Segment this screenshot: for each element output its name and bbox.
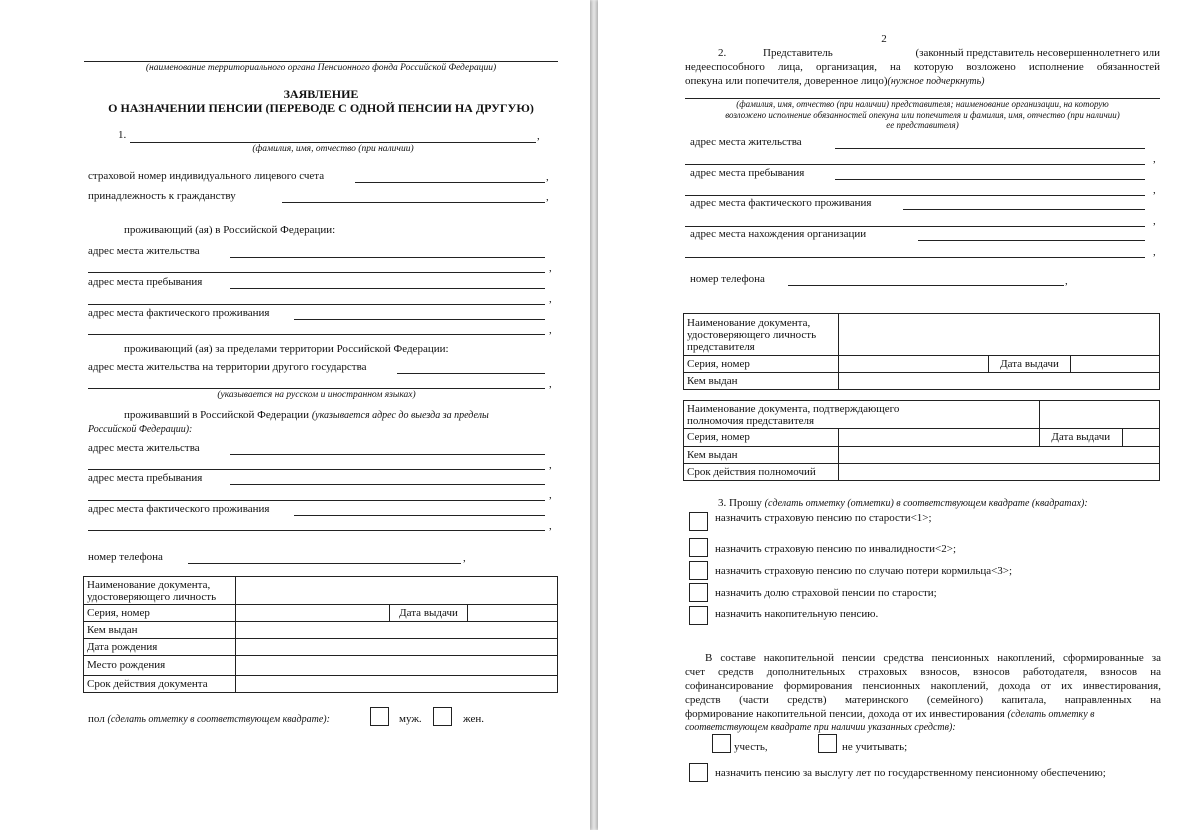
- id-issued-by-cell[interactable]: [236, 622, 558, 639]
- prev-addr-residence-field-2[interactable]: [88, 469, 545, 470]
- auth-series-cell[interactable]: [839, 429, 1040, 447]
- auth-validity-label: Срок действия полномочий: [684, 464, 839, 481]
- id-series-cell[interactable]: [236, 605, 390, 622]
- addr-stay-label: адрес места пребывания: [88, 276, 203, 288]
- savings-note: (сделать отметку в: [1007, 709, 1095, 720]
- option-disability-checkbox[interactable]: [689, 538, 708, 557]
- addr-stay-field[interactable]: [230, 288, 545, 289]
- prev-addr-residence-field[interactable]: [230, 454, 545, 455]
- rep-addr-org-field[interactable]: [918, 240, 1145, 241]
- residing-rf-heading: проживающий (ая) в Российской Федерации:: [124, 224, 336, 236]
- id-issued-by-label: Кем выдан: [84, 622, 236, 639]
- long-service-label: назначить пенсию за выслугу лет по государственному пенсионному обеспечению;: [715, 767, 1106, 779]
- id-issue-date-cell[interactable]: [468, 605, 558, 622]
- birth-place-cell[interactable]: [236, 656, 558, 676]
- addr-residence-label: адрес места жительства: [88, 245, 200, 257]
- savings-text-line-2: счет средств дополнительных страховых взносов, взносов работодателя, взносов на: [685, 666, 1161, 678]
- rep-heading-line-2: недееспособного лица, организация, на которую возложено исполнение обязанностей: [685, 61, 1160, 73]
- prev-addr-stay-label: адрес места пребывания: [88, 472, 203, 484]
- request-note: (сделать отметку (отметки) в соответствующем квадрате (квадратах):: [764, 498, 1088, 509]
- addr-actual-label: адрес места фактического проживания: [88, 307, 270, 319]
- male-checkbox[interactable]: [370, 707, 389, 726]
- rep-phone-field[interactable]: [788, 285, 1064, 286]
- rep-identity-table: Наименование документа, удостоверяющего личность представителя Серия, номер Дата выдачи Кем выдан: [683, 313, 1160, 390]
- rep-underline-note: (нужное подчеркнуть): [887, 76, 985, 87]
- birth-date-label: Дата рождения: [84, 639, 236, 656]
- auth-issue-date-cell[interactable]: [1122, 429, 1159, 446]
- identity-document-table: Наименование документа, удостоверяющего личность Серия, номер Дата выдачи Кем выдан Дата рождения Место рождения Срок действия документа: [83, 576, 558, 693]
- id-doc-name-cell[interactable]: [236, 577, 558, 605]
- rep-caption-1: (фамилия, имя, отчество (при наличии) представителя; наименование организации, на которую: [736, 99, 1109, 109]
- female-checkbox[interactable]: [433, 707, 452, 726]
- resided-rf-note-2: Российской Федерации):: [88, 424, 193, 435]
- option-funded-label: назначить накопительную пенсию.: [715, 608, 879, 620]
- citizenship-label: принадлежность к гражданству: [88, 190, 236, 202]
- addr-residence-field[interactable]: [230, 257, 545, 258]
- rep-issue-date-cell[interactable]: [1071, 356, 1160, 373]
- residing-abroad-heading: проживающий (ая) за пределами территории Российской Федерации:: [124, 343, 449, 355]
- rep-addr-actual-label: адрес места фактического проживания: [690, 197, 872, 209]
- prev-addr-actual-field[interactable]: [294, 515, 545, 516]
- phone-field[interactable]: [188, 563, 461, 564]
- phone-label: номер телефона: [88, 551, 163, 563]
- auth-validity-cell[interactable]: [839, 464, 1160, 481]
- consider-checkbox[interactable]: [712, 734, 731, 753]
- rep-addr-org-field-2[interactable]: [685, 257, 1145, 258]
- auth-issue-date-label: Дата выдачи: [1040, 429, 1122, 446]
- rep-doc-name-label: Наименование документа,: [687, 316, 811, 329]
- rep-doc-name-cell[interactable]: [839, 314, 1160, 356]
- rep-issued-by-label: Кем выдан: [684, 373, 839, 390]
- prev-addr-stay-field-2[interactable]: [88, 500, 545, 501]
- sex-label: пол: [88, 713, 105, 725]
- auth-series-label: Серия, номер: [684, 429, 839, 447]
- auth-issued-by-cell[interactable]: [839, 447, 1160, 464]
- option-old-age-checkbox[interactable]: [689, 512, 708, 531]
- rep-addr-stay-label: адрес места пребывания: [690, 167, 805, 179]
- rep-addr-residence-field-2[interactable]: [685, 164, 1145, 165]
- addr-stay-field-2[interactable]: [88, 304, 545, 305]
- citizenship-field[interactable]: [282, 202, 545, 203]
- addr-residence-field-2[interactable]: [88, 272, 545, 273]
- form-page-1: (наименование территориального органа Пенсионного фонда Российской Федерации) ЗАЯВЛЕНИЕ О НАЗНАЧЕНИИ ПЕНСИИ (ПЕРЕВОДЕ С ОДНОЙ ПЕНСИИ НА ДРУГУЮ) 1. , (фамилия, имя, отчество (при наличии) страховой номер индивидуального лицевого счета , принадлежность к гражданству , проживающий (ая) в Российской Федерации: адрес места жительства , адрес места пребывания , адрес места фактического проживания , проживающий (ая) за пределами территории Российской Федерации: адрес места жительства на территории другого государства , (указывается на русском и иностранном языках) проживавший в Российской Федерации (указывается адрес до выезда за пределы Российской Федерации): адрес места жительства , адрес места пребывания , адрес места фактического проживания , номер телефона , Наименование документа, удостоверяющего личность Серия, номер Дата выдачи Кем выдан Дата рождения Место рождения Срок действия документа пол (сделать отметку в соответствующем квадрате): муж. жен.: [0, 0, 590, 830]
- auth-issued-by-label: Кем выдан: [684, 447, 839, 464]
- option-funded-checkbox[interactable]: [689, 606, 708, 625]
- savings-note-2: соответствующем квадрате при наличии указанных средств):: [685, 722, 956, 733]
- id-series-label: Серия, номер: [84, 605, 236, 622]
- option-disability-label: назначить страховую пенсию по инвалидности<2>;: [715, 543, 957, 555]
- rep-issue-date-label: Дата выдачи: [989, 356, 1071, 373]
- savings-text-line-5: формирование накопительной пенсии, дохода от их инвестирования: [685, 708, 1005, 720]
- sex-note: (сделать отметку в соответствующем квадрате):: [107, 714, 330, 725]
- prev-addr-stay-field[interactable]: [230, 484, 545, 485]
- form-subtitle: О НАЗНАЧЕНИИ ПЕНСИИ (ПЕРЕВОДЕ С ОДНОЙ ПЕНСИИ НА ДРУГУЮ): [108, 101, 534, 115]
- form-title: ЗАЯВЛЕНИЕ: [283, 87, 359, 101]
- rep-heading-rest: (законный представитель несовершеннолетнего или: [915, 47, 1160, 59]
- rep-phone-label: номер телефона: [690, 273, 765, 285]
- authority-field[interactable]: [84, 61, 558, 62]
- prev-addr-actual-label: адрес места фактического проживания: [88, 503, 270, 515]
- authority-document-table: Наименование документа, подтверждающего полномочия представителя Серия, номер Дата выдачи Кем выдан Срок действия полномочий: [683, 400, 1160, 481]
- item-1-number: 1.: [118, 129, 127, 141]
- resided-rf-note: (указывается адрес до выезда за пределы: [311, 410, 489, 421]
- auth-doc-name-label: Наименование документа, подтверждающего: [687, 402, 900, 415]
- resided-rf-heading: проживавший в Российской Федерации: [124, 409, 310, 421]
- page-number: 2: [881, 33, 887, 45]
- rep-addr-residence-field[interactable]: [835, 148, 1145, 149]
- id-validity-cell[interactable]: [236, 676, 558, 693]
- savings-text-line-4: средств (части средств) материнского (семейного) капитала, направленных на: [685, 694, 1161, 706]
- birth-date-cell[interactable]: [236, 639, 558, 656]
- rep-issued-by-cell[interactable]: [839, 373, 1160, 390]
- rep-heading-line-3: опекуна или попечителя, доверенное лицо): [685, 75, 888, 87]
- savings-text-line-1: В составе накопительной пенсии средства пенсионных накоплений, сформированные за: [705, 652, 1161, 664]
- snils-field[interactable]: [355, 182, 545, 183]
- authority-caption: (наименование территориального органа Пенсионного фонда Российской Федерации): [145, 63, 497, 73]
- id-issue-date-label: Дата выдачи: [390, 605, 468, 622]
- auth-doc-name-cell[interactable]: [1040, 401, 1160, 429]
- rep-addr-stay-field-2[interactable]: [685, 195, 1145, 196]
- name-caption: (фамилия, имя, отчество (при наличии): [252, 144, 414, 154]
- language-caption: (указывается на русском и иностранном языках): [217, 390, 416, 400]
- option-share-checkbox[interactable]: [689, 583, 708, 602]
- option-old-age-label: назначить страховую пенсию по старости<1>;: [715, 512, 932, 524]
- consider-label: учесть,: [734, 741, 768, 753]
- addr-actual-field[interactable]: [294, 319, 545, 320]
- addr-foreign-field-2[interactable]: [88, 388, 545, 389]
- not-consider-checkbox[interactable]: [818, 734, 837, 753]
- rep-heading: Представитель: [763, 47, 833, 59]
- option-survivor-label: назначить страховую пенсию по случаю потери кормильца<3>;: [715, 565, 1013, 577]
- male-label: муж.: [399, 713, 422, 725]
- rep-item-number: 2.: [718, 47, 727, 59]
- id-validity-label: Срок действия документа: [84, 676, 236, 693]
- rep-addr-stay-field[interactable]: [835, 179, 1145, 180]
- request-label: 3. Прошу: [718, 497, 762, 509]
- form-page-2: 2 2. Представитель (законный представитель несовершеннолетнего или недееспособного лица, организация, на которую возложено исполнение обязанностей опекуна или попечителя, доверенное лицо)(нужное подчеркнуть) (фамилия, имя, отчество (при наличии) представителя; наименование организации, на которую возложено исполнение обязанностей опекуна или попечителя и фамилия, имя, отчество (при наличии) ее представителя) адрес места жительства , адрес места пребывания , адрес места фактического проживания , адрес места нахождения организации , номер телефона , Наименование документа, удостоверяющего личность представителя Серия, номер Дата выдачи Кем выдан Наименование документа, подтверждающего полномочия представителя Серия, номер Дата выдачи Кем выдан Срок действия полномочий 3. Прошу (сделать отметку (отметки) в соответствующем квадрате (квадратах): назначить страховую пенсию по старости<1>; назначить страховую пенсию по инвалидности<2>; назначить страховую пенсию по случаю потери кормильца<3>; назначить долю страховой пенсии по старости; назначить накопительную пенсию. В составе накопительной пенсии средства пенсионных накоплений, сформированные за счет средств дополнительных страховых взносов, взносов работодателя, взносов на софинансирование формирования пенсионных накоплений, дохода от их инвестирования, средств (части средств) материнского (семейного) капитала, направленных на формирование накопительной пенсии, дохода от их инвестирования (сделать отметку в соответствующем квадрате при наличии указанных средств): учесть, не учитывать; назначить пенсию за выслугу лет по государственному пенсионному обеспечению;: [598, 0, 1198, 830]
- long-service-checkbox[interactable]: [689, 763, 708, 782]
- addr-foreign-label: адрес места жительства на территории другого государства: [88, 361, 367, 373]
- rep-caption-3: ее представителя): [886, 120, 959, 130]
- prev-addr-actual-field-2[interactable]: [88, 530, 545, 531]
- rep-addr-residence-label: адрес места жительства: [690, 136, 802, 148]
- option-survivor-checkbox[interactable]: [689, 561, 708, 580]
- addr-actual-field-2[interactable]: [88, 334, 545, 335]
- not-consider-label: не учитывать;: [842, 741, 908, 753]
- full-name-field[interactable]: [130, 142, 536, 143]
- savings-text-line-3: софинансирование формирования пенсионных накоплений, дохода от их инвестирования,: [685, 680, 1161, 692]
- prev-addr-residence-label: адрес места жительства: [88, 442, 200, 454]
- snils-label: страховой номер индивидуального лицевого счета: [88, 170, 325, 182]
- id-doc-name-label: Наименование документа,: [87, 578, 211, 591]
- female-label: жен.: [463, 713, 484, 725]
- rep-addr-actual-field[interactable]: [903, 209, 1145, 210]
- rep-series-label: Серия, номер: [684, 356, 839, 373]
- rep-series-cell[interactable]: [839, 356, 989, 373]
- rep-addr-org-label: адрес места нахождения организации: [690, 228, 867, 240]
- addr-foreign-field[interactable]: [397, 373, 545, 374]
- rep-addr-actual-field-2[interactable]: [685, 226, 1145, 227]
- rep-caption-2: возложено исполнение обязанностей опекуна или попечителя и фамилия, имя, отчество (при наличии): [725, 109, 1120, 120]
- option-share-label: назначить долю страховой пенсии по старости;: [715, 587, 937, 599]
- birth-place-label: Место рождения: [84, 656, 236, 676]
